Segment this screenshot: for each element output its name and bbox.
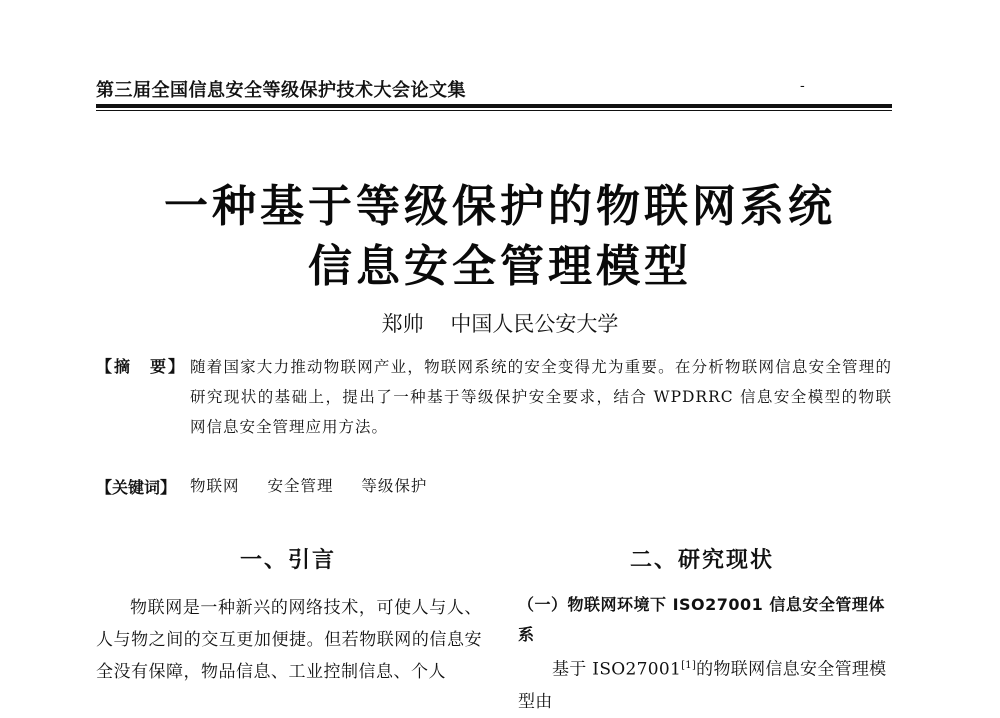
status-reference: [1] (681, 660, 697, 671)
intro-column (96, 592, 482, 688)
abstract-label: 【摘 要】 (96, 357, 187, 376)
section-heading-status: 二、研究现状 (630, 548, 775, 573)
paper-title-line-1: 一种基于等级保护的物联网系统 (164, 181, 836, 232)
intro-paragraph: 物联网是一种新兴的网络技术，可使人与人、人与物之间的交互更加便捷。但若物联网的信息安全没有保障，物品信息、工业控制信息、个人 (96, 598, 482, 682)
header-mark: - (800, 78, 805, 94)
keyword-item: 物联网 (190, 477, 240, 495)
author-affiliation: 中国人民公安大学 (450, 312, 619, 336)
proceedings-title: 第三届全国信息安全等级保护技术大会论文集 (96, 80, 466, 101)
keywords-list (190, 474, 449, 496)
keywords-label: 【关键词】 (96, 478, 177, 497)
author-line (0, 308, 1000, 338)
status-text-b: 的物联网信息安全管理模型由 (518, 659, 887, 712)
paper-title-line-2: 信息安全管理模型 (308, 241, 692, 292)
section-heading-intro: 一、引言 (240, 548, 337, 573)
author-name: 郑帅 (381, 312, 424, 336)
header-rule-thin (96, 110, 892, 111)
status-subheading: （一）物联网环境下 ISO27001 信息安全管理体系 (518, 595, 885, 644)
keyword-item: 安全管理 (267, 477, 334, 495)
status-text-a: 基于 ISO27001 (552, 659, 682, 680)
header-rule-thick (96, 104, 892, 108)
keyword-item: 等级保护 (361, 477, 428, 495)
abstract-text: 随着国家大力推动物联网产业，物联网系统的安全变得尤为重要。在分析物联网信息安全管理的研究现状的基础上，提出了一种基于等级保护安全要求，结合 WPDRRC 信息安全模型的物联网信息安全管理应用方法。 (190, 358, 892, 436)
